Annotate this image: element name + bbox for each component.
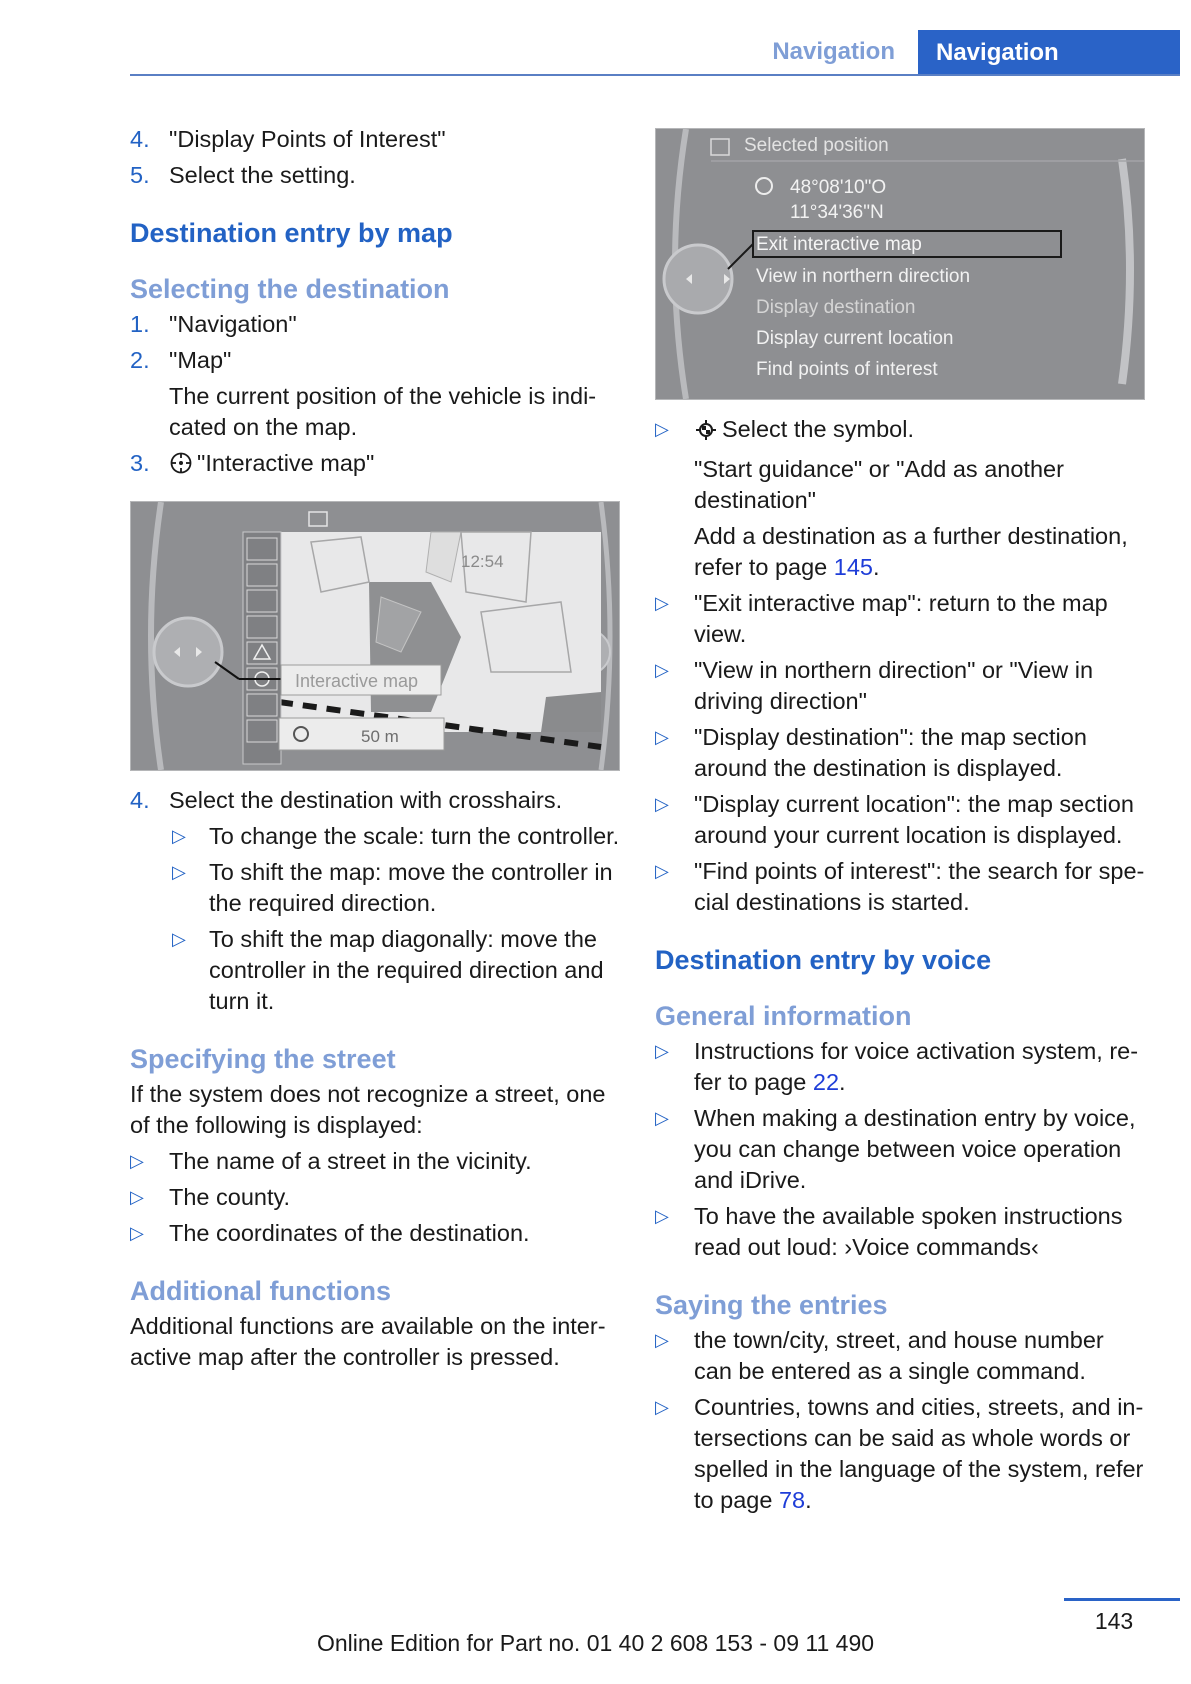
heading-selecting-destination: Selecting the destination <box>130 274 450 304</box>
bullet-text: When making a destination entry by voice, you can change between voice operation and iDrive. <box>694 1105 1136 1193</box>
bullet-triangle-icon: ▷ <box>655 1108 669 1128</box>
list-item <box>655 722 1145 784</box>
right-column <box>655 128 1145 1516</box>
bullet-text: To shift the map diagonally: move the controller in the required direction and turn it. <box>209 926 604 1014</box>
bullet-text: To shift the map: move the controller in the required direction. <box>209 859 613 916</box>
list-item <box>655 1036 1145 1098</box>
heading-general-information: General information <box>655 1001 912 1031</box>
bullet-triangle-icon: ▷ <box>655 593 669 613</box>
list-item <box>130 857 620 919</box>
list-item <box>130 124 620 155</box>
bullet-text: The name of a street in the vicinity. <box>169 1148 532 1174</box>
note-text: Add a destination as a further destination, refer to page <box>694 523 1128 580</box>
screen-menu-item: Display current location <box>756 328 954 349</box>
header-rule <box>130 74 1180 76</box>
bullet-text: the town/city, street, and house number can be entered as a single command. <box>694 1327 1104 1384</box>
bullet-triangle-icon: ▷ <box>655 1041 669 1061</box>
bullet-triangle-icon: ▷ <box>655 660 669 680</box>
list-item <box>655 655 1145 717</box>
bullet-triangle-icon: ▷ <box>172 826 186 846</box>
list-item <box>130 309 620 340</box>
bullet-triangle-icon: ▷ <box>655 419 669 439</box>
destination-flag-icon <box>694 418 718 449</box>
heading-destination-entry-by-map: Destination entry by map <box>130 218 453 248</box>
header-section-label: Navigation <box>772 38 895 65</box>
heading-saying-entries: Saying the entries <box>655 1290 888 1320</box>
step-number: 2. <box>130 347 150 373</box>
list-item <box>655 1103 1145 1196</box>
bullet-triangle-icon: ▷ <box>655 727 669 747</box>
edition-note: Online Edition for Part no. 01 40 2 608 153 - 09 11 490 <box>316 1630 875 1656</box>
step-number: 5. <box>130 162 150 188</box>
heading-additional-functions: Additional functions <box>130 1276 391 1306</box>
screen-title: Selected position <box>744 135 889 156</box>
step-text: Select the destination with crosshairs. <box>169 787 563 813</box>
header-chapter-tab: Navigation <box>918 30 1180 76</box>
page-link[interactable]: 78 <box>778 1487 806 1513</box>
interactive-map-screenshot <box>130 501 620 771</box>
step-number: 4. <box>130 787 150 813</box>
list-item <box>130 1218 620 1249</box>
bullet-text: "Find points of interest": the search for spe-cial destinations is started. <box>694 858 1145 915</box>
selected-position-screenshot <box>655 128 1145 400</box>
footer-rule <box>1064 1598 1180 1601</box>
bullet-text: The coordinates of the destination. <box>169 1220 530 1246</box>
list-item <box>655 1325 1145 1387</box>
bullet-text: To have the available spoken instructions read out loud: ›Voice commands‹ <box>694 1203 1123 1260</box>
add-destination-note <box>655 521 1145 583</box>
bullet-triangle-icon: ▷ <box>172 929 186 949</box>
heading-destination-entry-by-voice: Destination entry by voice <box>655 945 992 975</box>
step-number: 4. <box>130 126 150 152</box>
list-item <box>655 1201 1145 1263</box>
map-scale: 50 m <box>361 727 399 746</box>
list-item <box>130 1182 620 1213</box>
step-number: 3. <box>130 450 150 476</box>
bullet-triangle-icon: ▷ <box>655 794 669 814</box>
street-intro: If the system does not recognize a street, one of the following is displayed: <box>130 1081 606 1138</box>
bullet-triangle-icon: ▷ <box>130 1223 144 1243</box>
screen-menu-item: Find points of interest <box>756 359 938 380</box>
heading-specifying-street: Specifying the street <box>130 1044 396 1074</box>
step-text: "Interactive map" <box>197 450 375 476</box>
map-clock: 12:54 <box>461 552 504 571</box>
step-note: The current position of the vehicle is indi-cated on the map. <box>169 383 597 440</box>
bullet-text: Instructions for voice activation system, re-fer to page <box>694 1038 1139 1095</box>
list-item <box>130 160 620 191</box>
list-item <box>655 588 1145 650</box>
step-text: "Navigation" <box>169 311 297 337</box>
list-item <box>130 448 620 483</box>
page-link[interactable]: 145 <box>833 554 874 580</box>
note-text: . <box>873 554 880 580</box>
bullet-triangle-icon: ▷ <box>172 862 186 882</box>
bullet-text: . <box>839 1069 846 1095</box>
bullet-triangle-icon: ▷ <box>655 1397 669 1417</box>
list-item <box>655 856 1145 918</box>
bullet-triangle-icon: ▷ <box>655 861 669 881</box>
screen-coord-lon: 48°08'10"O <box>790 177 887 198</box>
list-item <box>130 1146 620 1177</box>
bullet-text: Select the symbol. <box>722 416 915 442</box>
list-item <box>655 789 1145 851</box>
screen-coord-lat: 11°34'36"N <box>790 202 884 223</box>
map-label: Interactive map <box>295 671 419 691</box>
left-column <box>130 124 620 1373</box>
list-item <box>130 785 620 816</box>
bullet-text: "Exit interactive map": return to the map view. <box>694 590 1108 647</box>
list-item <box>130 821 620 852</box>
screen-menu-item: Display destination <box>756 297 916 318</box>
bullet-text: "Display current location": the map section around your current location is displayed. <box>694 791 1134 848</box>
additional-text: Additional functions are available on the inter-active map after the controller is pressed. <box>130 1313 606 1370</box>
bullet-text: The county. <box>169 1184 291 1210</box>
bullet-text: . <box>805 1487 812 1513</box>
list-item <box>655 414 1145 449</box>
bullet-text: Countries, towns and cities, streets, and in-tersections can be said as whole words or spelled in the language of the system, refer to page <box>694 1394 1144 1513</box>
list-item <box>130 345 620 376</box>
bullet-text: To change the scale: turn the controller. <box>209 823 620 849</box>
bullet-triangle-icon: ▷ <box>130 1151 144 1171</box>
guidance-note: "Start guidance" or "Add as another destination" <box>694 456 1064 513</box>
list-item <box>130 924 620 1017</box>
bullet-triangle-icon: ▷ <box>130 1187 144 1207</box>
step-number: 1. <box>130 311 150 337</box>
bullet-text: "View in northern direction" or "View in driving direction" <box>694 657 1094 714</box>
list-item <box>655 1392 1145 1516</box>
interactive-map-icon <box>169 451 193 483</box>
step-text: "Display Points of Interest" <box>169 126 446 152</box>
page-link[interactable]: 22 <box>812 1069 840 1095</box>
step-text: "Map" <box>169 347 232 373</box>
bullet-triangle-icon: ▷ <box>655 1330 669 1350</box>
bullet-triangle-icon: ▷ <box>655 1206 669 1226</box>
screen-menu-item: Exit interactive map <box>756 234 922 255</box>
step-text: Select the setting. <box>169 162 356 188</box>
page-number: 143 <box>1094 1608 1134 1634</box>
bullet-text: "Display destination": the map section around the destination is displayed. <box>694 724 1087 781</box>
screen-menu-item: View in northern direction <box>756 266 971 287</box>
